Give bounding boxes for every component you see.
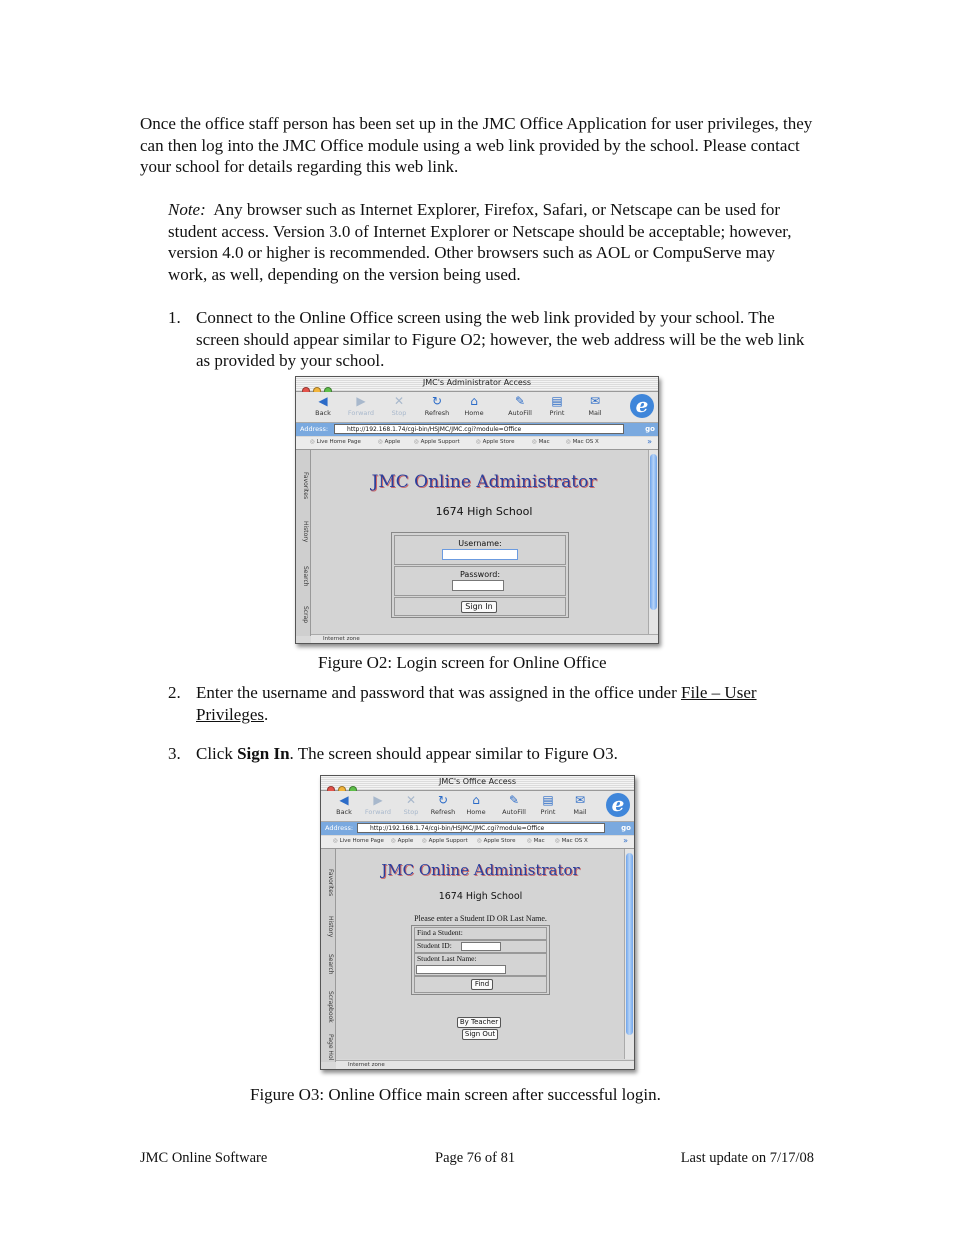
refresh-button: ↻ Refresh — [426, 793, 460, 817]
find-student-form — [411, 925, 550, 995]
print-button: ▤ Print — [531, 793, 565, 817]
step-number: 2. — [168, 683, 181, 702]
scrollbar-thumb — [650, 454, 657, 610]
address-bar — [296, 423, 658, 436]
footer-right: Last update on 7/17/08 — [680, 1150, 814, 1166]
mail-button: ✉ Mail — [563, 793, 597, 817]
mail-button: ✉ Mail — [578, 394, 612, 418]
address-field: http://192.168.1.74/cgi-bin/HSJMC/JMC.cgi?module=Office — [334, 424, 624, 434]
favorite-link: ◎ Apple — [391, 838, 413, 844]
favorite-link: ◎ Mac — [527, 838, 545, 844]
search-prompt: Please enter a Student ID OR Last Name. — [414, 914, 547, 923]
tab-favorites: Favorites — [302, 472, 309, 500]
figure-o2-screenshot — [295, 376, 659, 644]
sign-out-button: Sign Out — [462, 1029, 498, 1040]
go-button: go — [621, 824, 631, 832]
find-button: Find — [471, 979, 493, 990]
favorite-link: ◎ Live Home Page — [310, 439, 361, 445]
note-label: Note: — [168, 200, 206, 219]
go-button: go — [645, 425, 655, 433]
student-id-input — [461, 942, 501, 951]
scrollbar — [648, 450, 658, 634]
autofill-button: ✎ AutoFill — [503, 394, 537, 418]
browser-toolbar — [296, 392, 658, 423]
print-button: ▤ Print — [540, 394, 574, 418]
explorer-bar-tabs — [321, 849, 336, 1062]
favorites-bar — [296, 437, 658, 450]
favorite-link: ◎ Apple — [378, 439, 400, 445]
more-chevron-icon: » — [647, 437, 652, 446]
home-icon: ⌂ — [472, 793, 480, 807]
step-number: 3. — [168, 744, 181, 763]
address-field: http://192.168.1.74/cgi-bin/HSJMC/JMC.cgi?module=Office — [357, 823, 605, 833]
tab-page-holder: Page Hol — [327, 1033, 334, 1061]
stop-icon: ✕ — [405, 793, 417, 807]
explorer-bar-tabs — [296, 450, 311, 636]
step-text: Enter the username and password that was assigned in the office under File – User Privileges. — [196, 683, 757, 724]
footer-page-number: Page 76 of 81 — [435, 1150, 516, 1166]
page-content — [336, 849, 625, 1059]
tab-history: History — [327, 916, 334, 938]
favorite-link: ◎ Apple Store — [477, 838, 516, 844]
password-label: Password: — [459, 570, 501, 579]
step-number: 1. — [168, 308, 181, 327]
last-name-label: Student Last Name: — [417, 954, 477, 963]
window-titlebar — [321, 776, 634, 791]
step-text: Click Sign In. The screen should appear similar to Figure O3. — [196, 744, 618, 763]
forward-arrow-icon: ▶ — [356, 394, 366, 408]
favorites-bar — [321, 836, 634, 849]
refresh-button: ↻ Refresh — [420, 394, 454, 418]
mail-icon: ✉ — [574, 793, 586, 807]
password-row — [394, 566, 566, 596]
signin-row — [394, 597, 566, 616]
window-titlebar — [296, 377, 658, 392]
tab-search: Search — [302, 565, 309, 587]
browser-toolbar — [321, 791, 634, 822]
favorite-link: ◎ Apple Store — [476, 439, 515, 445]
favorite-link: ◎ Apple Support — [414, 439, 460, 445]
tab-search: Search — [327, 953, 334, 975]
address-label: Address: — [300, 425, 329, 433]
school-name: 1674 High School — [435, 505, 533, 518]
note-text: Any browser such as Internet Explorer, Firefox, Safari, or Netscape can be used for student access. Version 3.0 of Internet Explorer or Netscape should be acceptable; however, version 4.0 or higher is recommended. Other browsers such as AOL or CompuServe may work, as well, depending on the version being used. — [168, 200, 792, 284]
scrollbar-thumb — [626, 853, 633, 1035]
school-name: 1674 High School — [438, 891, 523, 902]
autofill-icon: ✎ — [514, 394, 526, 408]
status-bar: Internet zone — [311, 634, 658, 643]
status-bar: Internet zone — [336, 1060, 634, 1069]
last-name-input — [416, 965, 506, 974]
tab-scrapbook: Scrapbook — [327, 991, 334, 1023]
stop-icon: ✕ — [393, 394, 405, 408]
forward-button: ▶ Forward — [344, 394, 378, 418]
favorite-link: ◎ Mac OS X — [555, 838, 588, 844]
step-2 — [168, 682, 818, 726]
page-heading: JMC Online Administrator — [371, 472, 597, 492]
username-input — [442, 549, 518, 560]
student-id-label: Student ID: — [417, 941, 452, 950]
password-input — [452, 580, 504, 591]
figure-o3-caption: Figure O3: Online Office main screen after successful login. — [250, 1085, 661, 1104]
stop-button: ✕ Stop — [394, 793, 428, 817]
figure-o3-screenshot — [320, 775, 635, 1070]
student-id-row — [414, 940, 547, 953]
scrollbar — [624, 849, 634, 1059]
back-button: ◀ Back — [306, 394, 340, 418]
by-teacher-button: By Teacher — [457, 1017, 501, 1028]
address-label: Address: — [325, 824, 354, 832]
last-name-row — [414, 953, 547, 976]
home-button: ⌂ Home — [459, 793, 493, 817]
refresh-icon: ↻ — [431, 394, 443, 408]
username-row — [394, 535, 566, 565]
page-content — [311, 450, 657, 634]
step-text: Connect to the Online Office screen using the web link provided by your school. The screen should appear similar to Figure O2; however, the web address will be the web link as provided by your school. — [196, 308, 805, 370]
page-heading: JMC Online Administrator — [381, 861, 580, 879]
favorite-link: ◎ Mac — [532, 439, 550, 445]
find-row — [414, 976, 547, 993]
favorite-link: ◎ Live Home Page — [333, 838, 384, 844]
figure-o2-caption: Figure O2: Login screen for Online Office — [318, 653, 607, 672]
tab-history: History — [302, 521, 309, 543]
window-title: JMC's Office Access — [438, 777, 517, 786]
favorite-link: ◎ Apple Support — [422, 838, 468, 844]
forward-button: ▶ Forward — [361, 793, 395, 817]
address-bar — [321, 822, 634, 835]
mail-icon: ✉ — [589, 394, 601, 408]
refresh-icon: ↻ — [437, 793, 449, 807]
find-header: Find a Student: — [414, 927, 547, 940]
step-3 — [168, 743, 818, 765]
back-arrow-icon: ◀ — [339, 793, 349, 807]
internet-explorer-logo-icon: e — [606, 793, 630, 817]
username-label: Username: — [458, 539, 502, 548]
window-title: JMC's Administrator Access — [422, 378, 532, 387]
favorite-link: ◎ Mac OS X — [566, 439, 599, 445]
internet-explorer-logo-icon: e — [630, 394, 654, 418]
intro-paragraph: Once the office staff person has been set up in the JMC Office Application for user privileges, they can then log into the JMC Office module using a web link provided by the school. Please contact your school for details regarding this web link. — [140, 114, 813, 176]
stop-button: ✕ Stop — [382, 394, 416, 418]
printer-icon: ▤ — [551, 394, 563, 408]
note-paragraph — [168, 199, 818, 285]
autofill-button: ✎ AutoFill — [497, 793, 531, 817]
back-button: ◀ Back — [327, 793, 361, 817]
more-chevron-icon: » — [623, 836, 628, 845]
home-icon: ⌂ — [470, 394, 478, 408]
forward-arrow-icon: ▶ — [373, 793, 383, 807]
footer-left: JMC Online Software — [140, 1150, 268, 1166]
home-button: ⌂ Home — [457, 394, 491, 418]
sign-in-emphasis: Sign In — [237, 744, 290, 763]
login-form — [391, 532, 569, 618]
tab-favorites: Favorites — [327, 869, 334, 897]
menu-path-link: File – User Privileges — [196, 683, 757, 724]
autofill-icon: ✎ — [508, 793, 520, 807]
step-1 — [168, 307, 818, 373]
tab-scrapbook: Scrap — [302, 606, 309, 624]
printer-icon: ▤ — [542, 793, 554, 807]
back-arrow-icon: ◀ — [318, 394, 328, 408]
sign-in-button: Sign In — [461, 601, 497, 613]
